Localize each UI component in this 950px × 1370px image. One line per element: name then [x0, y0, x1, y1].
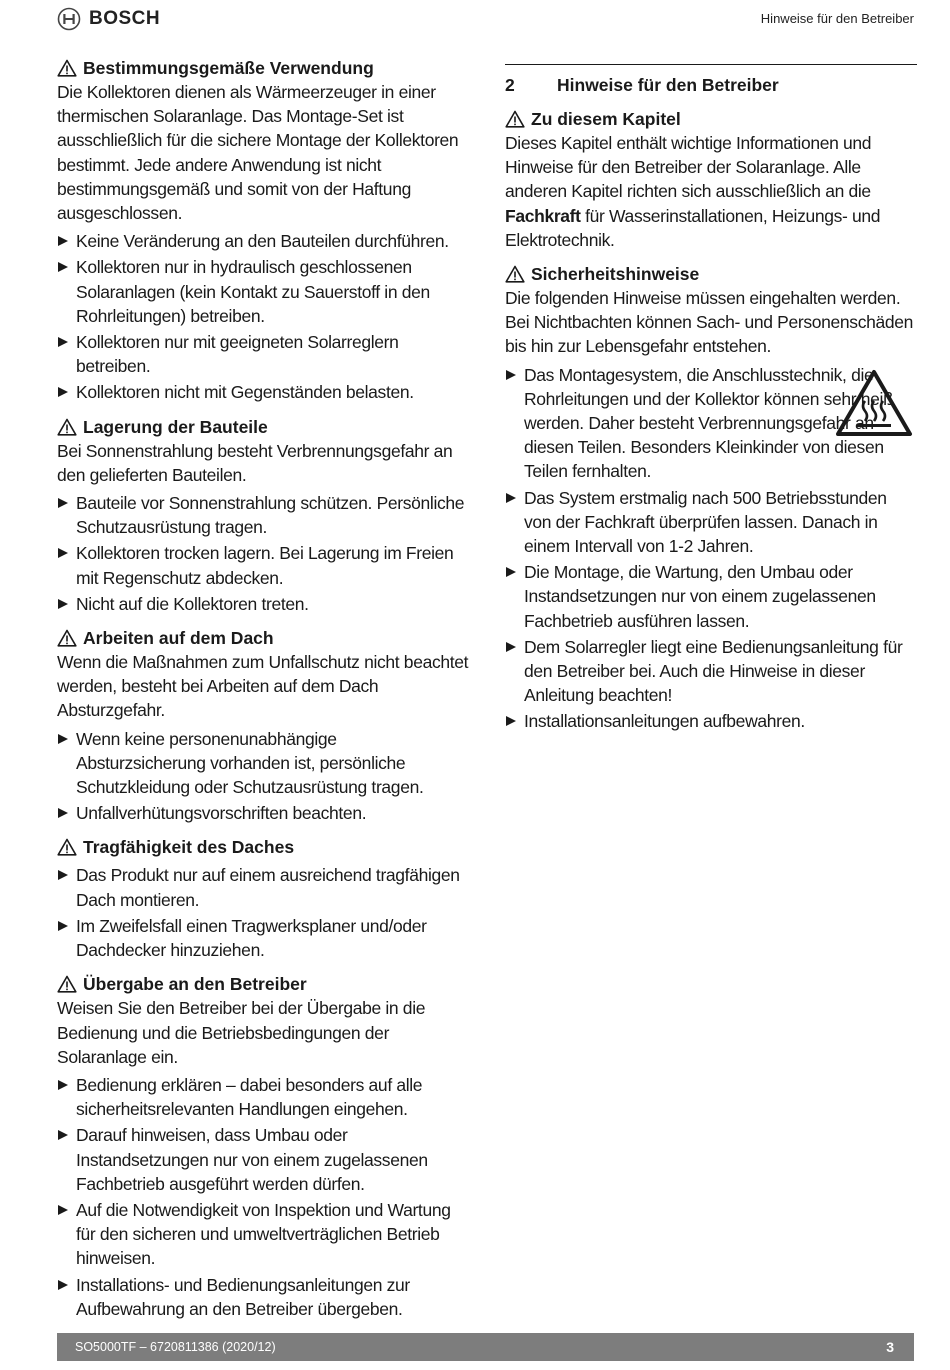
bullet-triangle-icon	[58, 1205, 68, 1215]
document-id: SO5000TF – 6720811386 (2020/12)	[75, 1340, 276, 1354]
heading-text: Übergabe an den Betreiber	[83, 974, 307, 995]
paragraph: Wenn die Maßnahmen zum Unfallschutz nicht beachtet werden, besteht bei Arbeiten auf dem Dach Absturzgefahr.	[57, 652, 469, 721]
list-item	[57, 491, 469, 539]
list-item	[505, 363, 950, 484]
bullet-triangle-icon	[506, 493, 516, 503]
warning-triangle-icon	[57, 629, 77, 647]
list-item-text: Wenn keine personenunabhängige Absturzsicherung vorhanden ist, persönliche Schutzkleidung oder Schutzausrüstung tragen.	[76, 728, 424, 798]
section-heading-intended-use	[57, 56, 469, 80]
header-section-title: Hinweise für den Betreiber	[760, 11, 914, 26]
bullet-triangle-icon	[506, 716, 516, 726]
heading-text: Tragfähigkeit des Daches	[83, 837, 295, 858]
bullet-triangle-icon	[58, 921, 68, 931]
list-item-text: Kollektoren nicht mit Gegenständen belasten.	[76, 382, 414, 403]
page-header	[0, 0, 950, 44]
list-item	[57, 801, 469, 825]
section-heading-roof-work	[57, 626, 469, 650]
chapter-number: 2	[505, 75, 515, 95]
warning-triangle-icon	[57, 418, 77, 436]
bullet-triangle-icon	[58, 1130, 68, 1140]
list-item	[57, 1073, 469, 1121]
page-footer	[57, 1333, 914, 1361]
list-item	[505, 635, 917, 708]
bullet-list	[505, 363, 917, 734]
list-item-text: Kollektoren nur mit geeigneten Solarreglern betreiben.	[76, 332, 399, 377]
bullet-triangle-icon	[58, 808, 68, 818]
list-item-text: Das System erstmalig nach 500 Betriebsstunden von der Fachkraft überprüfen lassen. Danach in einem Intervall von 1-2 Jahren.	[524, 487, 887, 557]
list-item	[505, 486, 917, 559]
list-item	[505, 560, 917, 633]
paragraph-text: Dieses Kapitel enthält wichtige Informationen und Hinweise für den Betreiber der Solaranlage. Alle anderen Kapitel richten sich ausschließlich an die	[505, 133, 872, 202]
bullet-triangle-icon	[58, 1280, 68, 1290]
heading-text: Zu diesem Kapitel	[531, 109, 681, 129]
section-heading-handover	[57, 972, 469, 996]
list-item-text: Darauf hinweisen, dass Umbau oder Instandsetzungen nur von einem zugelassenen Fachbetrieb ausgeführt werden dürfen.	[76, 1125, 428, 1194]
warning-triangle-icon	[57, 59, 77, 77]
list-item	[57, 541, 469, 589]
list-item-text: Im Zweifelsfall einen Tragwerksplaner und/oder Dachdecker hinzuziehen.	[76, 915, 427, 961]
warning-triangle-icon	[505, 265, 525, 283]
list-item	[57, 380, 469, 404]
bullet-triangle-icon	[58, 1080, 68, 1090]
list-item-text: Installations- und Bedienungsanleitungen zur Aufbewahrung an den Betreiber übergeben.	[76, 1274, 410, 1319]
bullet-triangle-icon	[58, 599, 68, 609]
list-item-text: Keine Veränderung an den Bauteilen durchführen.	[76, 231, 449, 252]
list-item	[57, 863, 469, 911]
list-item-text: Auf die Notwendigkeit von Inspektion und Wartung für den sicheren und umweltverträglichen Betrieb hinweisen.	[76, 1199, 451, 1269]
safety-list-wrap	[505, 363, 917, 734]
bullet-triangle-icon	[58, 734, 68, 744]
list-item	[57, 330, 469, 378]
warning-triangle-icon	[505, 110, 525, 128]
bullet-list	[57, 1073, 469, 1321]
section-heading-storage	[57, 415, 469, 439]
heading-text: Lagerung der Bauteile	[83, 416, 268, 437]
right-column	[505, 56, 917, 736]
left-column	[57, 56, 469, 1323]
paragraph: Die folgenden Hinweise müssen eingehalten werden. Bei Nichtbachten können Sach- und Personenschäden bis hin zur Lebensgefahr entstehen.	[505, 288, 914, 357]
list-item-text: Bedienung erklären – dabei besonders auf alle sicherheitsrelevanten Handlungen eingehen.	[76, 1074, 423, 1120]
bullet-triangle-icon	[506, 370, 516, 380]
list-item-text: Unfallverhütungsvorschriften beachten.	[76, 803, 367, 824]
list-item	[57, 727, 469, 800]
list-item-text: Nicht auf die Kollektoren treten.	[76, 593, 309, 614]
bullet-list	[57, 727, 469, 826]
bosch-logo-icon	[57, 7, 81, 31]
chapter-heading	[505, 64, 917, 97]
list-item-text: Installationsanleitungen aufbewahren.	[524, 711, 805, 732]
list-item-text: Kollektoren trocken lagern. Bei Lagerung im Freien mit Regenschutz abdecken.	[76, 543, 454, 588]
list-item	[57, 255, 469, 328]
chapter-title: Hinweise für den Betreiber	[557, 75, 779, 95]
bullet-list	[57, 491, 469, 616]
bullet-triangle-icon	[58, 262, 68, 272]
bosch-logo	[57, 7, 160, 31]
paragraph: Weisen Sie den Betreiber bei der Übergabe in die Bedienung und die Betriebsbedingungen der Solaranlage ein.	[57, 998, 426, 1067]
list-item	[57, 592, 469, 616]
list-item	[57, 1198, 469, 1271]
list-item	[57, 914, 469, 962]
paragraph: Die Kollektoren dienen als Wärmeerzeuger in einer thermischen Solaranlage. Das Montage-Set ist ausschließlich für die sichere Montage der Kollektoren bestimmt. Jede andere Anwendung ist nicht bestimmungsgemäß und somit von der Haftung ausgeschlossen.	[57, 82, 459, 224]
warning-triangle-icon	[57, 838, 77, 856]
list-item	[57, 1123, 469, 1196]
bullet-list	[57, 229, 469, 404]
bullet-triangle-icon	[58, 337, 68, 347]
brand-name: BOSCH	[89, 8, 161, 29]
list-item-text: Dem Solarregler liegt eine Bedienungsanleitung für den Betreiber bei. Auch die Hinweise in dieser Anleitung beachten!	[524, 636, 903, 706]
list-item-text: Das Montagesystem, die Anschlusstechnik, die Rohrleitungen und der Kollektor können sehr heiß werden. Daher besteht Verbrennungsgefahr an diesen Teilen. Besonders Kleinkinder von diesen Teilen fernhalten.	[524, 364, 894, 482]
page-number: 3	[886, 1339, 894, 1355]
list-item-text: Bauteile vor Sonnenstrahlung schützen. Persönliche Schutzausrüstung tragen.	[76, 493, 465, 538]
list-item	[57, 229, 469, 253]
list-item-text: Das Produkt nur auf einem ausreichend tragfähigen Dach montieren.	[76, 865, 460, 910]
bullet-triangle-icon	[506, 567, 516, 577]
heading-text: Sicherheitshinweise	[531, 264, 700, 285]
list-item-text: Kollektoren nur in hydraulisch geschlossenen Solaranlagen (kein Kontakt zu Sauerstoff in den Rohrleitungen) betreiben.	[76, 257, 430, 326]
paragraph: Bei Sonnenstrahlung besteht Verbrennungsgefahr an den gelieferten Bauteilen.	[57, 440, 453, 485]
section-heading-roof-load	[57, 835, 469, 859]
warning-triangle-icon	[57, 975, 77, 993]
list-item	[505, 709, 917, 733]
heading-text: Bestimmungsgemäße Verwendung	[83, 58, 374, 78]
bullet-triangle-icon	[58, 870, 68, 880]
bullet-triangle-icon	[58, 548, 68, 558]
bullet-triangle-icon	[58, 236, 68, 246]
paragraph-text: für Wasserinstallationen, Heizungs- und Elektrotechnik.	[505, 205, 881, 250]
bullet-list	[57, 863, 469, 962]
section-heading-about-chapter	[505, 107, 917, 131]
bullet-triangle-icon	[58, 387, 68, 397]
paragraph-bold-text: Fachkraft	[505, 205, 581, 226]
list-item-text: Die Montage, die Wartung, den Umbau oder Instandsetzungen nur von einem zugelassenen Fachbetrieb ausführen lassen.	[524, 562, 876, 631]
paragraph	[505, 131, 917, 252]
section-heading-safety	[505, 262, 917, 286]
heading-text: Arbeiten auf dem Dach	[83, 628, 274, 649]
list-item	[57, 1273, 469, 1321]
bullet-triangle-icon	[506, 642, 516, 652]
bullet-triangle-icon	[58, 498, 68, 508]
